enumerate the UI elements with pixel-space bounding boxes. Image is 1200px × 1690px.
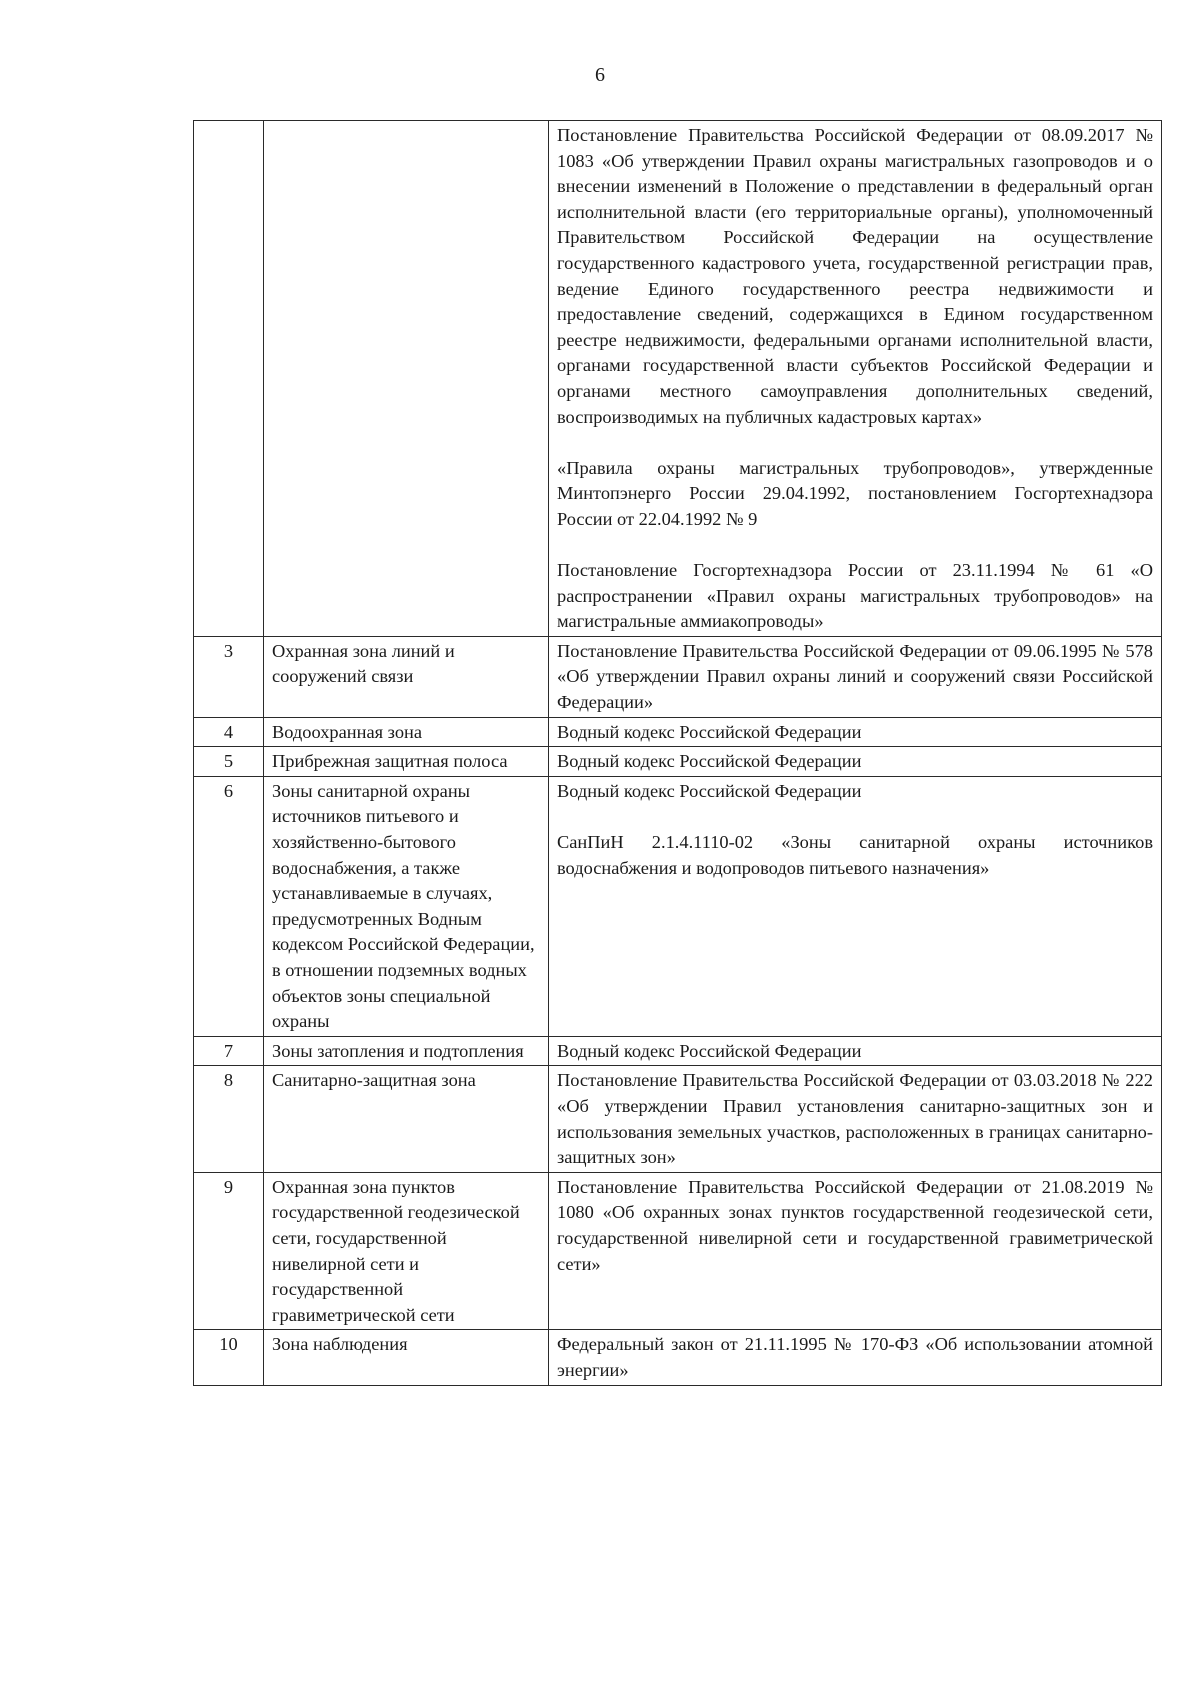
legal-document-text: Водный кодекс Российской Федерации <box>557 780 862 801</box>
zone-name-cell: Санитарно-защитная зона <box>264 1066 549 1172</box>
zones-regulation-table <box>193 120 1162 1386</box>
table-row <box>194 636 1162 717</box>
row-number-cell: 8 <box>194 1066 264 1172</box>
page-number: 6 <box>595 64 605 86</box>
legal-basis-cell <box>549 747 1162 777</box>
legal-basis-cell <box>549 776 1162 1036</box>
zone-name-cell <box>264 121 549 637</box>
legal-document-text: Постановление Правительства Российской Федерации от 08.09.2017 № 1083 «Об утверждении Правил охраны магистральных газопроводов и о внесении изменений в Положение о представлении в федеральный орган исполнительной власти (его территориальные органы), уполномоченный Правительством Российской Федерации на осуществление государственного кадастрового учета, государственной регистрации прав, ведение Единого государственного реестра недвижимости и предоставление сведений, содержащихся в Едином государственном реестре недвижимости, федеральными органами исполнительной власти, органами государственной власти субъектов Российской Федерации и органами местного самоуправления дополнительных сведений, воспроизводимых на публичных кадастровых картах» <box>557 125 1153 427</box>
table-row <box>194 1036 1162 1066</box>
legal-document-text: Постановление Госгортехнадзора России от 23.11.1994 № 61 «О распространении «Правил охраны магистральных трубопроводов» на магистральные аммиакопроводы» <box>557 560 1153 632</box>
zone-name-cell: Охранная зона линий и сооружений связи <box>264 636 549 717</box>
row-number-cell: 9 <box>194 1172 264 1330</box>
legal-document-text: Постановление Правительства Российской Федерации от 21.08.2019 № 1080 «Об охранных зонах пунктов государственной геодезической сети, государственной нивелирной сети и государственной гравиметрической сети» <box>557 1176 1153 1274</box>
legal-document-text: Водный кодекс Российской Федерации <box>557 721 862 742</box>
row-number-cell: 4 <box>194 717 264 747</box>
legal-basis-cell <box>549 1066 1162 1172</box>
legal-document-text: Федеральный закон от 21.11.1995 № 170-ФЗ «Об использовании атомной энергии» <box>557 1334 1153 1380</box>
zone-name-cell: Прибрежная защитная полоса <box>264 747 549 777</box>
table-row <box>194 121 1162 637</box>
legal-basis-cell <box>549 1036 1162 1066</box>
table-row <box>194 776 1162 1036</box>
table-row <box>194 1066 1162 1172</box>
row-number-cell: 6 <box>194 776 264 1036</box>
legal-basis-cell <box>549 1330 1162 1385</box>
legal-basis-cell <box>549 636 1162 717</box>
zone-name-cell: Зоны санитарной охраны источников питьевого и хозяйственно-бытового водоснабжения, а также устанавливаемые в случаях, предусмотренных Водным кодексом Российской Федерации, в отношении подземных водных объектов зоны специальной охраны <box>264 776 549 1036</box>
table-row <box>194 1330 1162 1385</box>
legal-document-text: Постановление Правительства Российской Федерации от 03.03.2018 № 222 «Об утверждении Правил установления санитарно-защитных зон и использования земельных участков, расположенных в границах санитарно-защитных зон» <box>557 1070 1153 1168</box>
legal-document-text: СанПиН 2.1.4.1110-02 «Зоны санитарной охраны источников водоснабжения и водопроводов питьевого назначения» <box>557 832 1153 878</box>
legal-document-text: Водный кодекс Российской Федерации <box>557 1040 862 1061</box>
legal-document-text: Водный кодекс Российской Федерации <box>557 751 862 772</box>
legal-basis-cell <box>549 1172 1162 1330</box>
zone-name-cell: Зона наблюдения <box>264 1330 549 1385</box>
table-row <box>194 717 1162 747</box>
row-number-cell <box>194 121 264 637</box>
zone-name-cell: Водоохранная зона <box>264 717 549 747</box>
zone-name-cell: Охранная зона пунктов государственной геодезической сети, государственной нивелирной сети и государственной гравиметрической сети <box>264 1172 549 1330</box>
legal-document-text: «Правила охраны магистральных трубопроводов», утвержденные Минтопэнерго России 29.04.1992, постановлением Госгортехнадзора России от 22.04.1992 № 9 <box>557 457 1153 529</box>
table-row <box>194 1172 1162 1330</box>
row-number-cell: 10 <box>194 1330 264 1385</box>
table-row <box>194 747 1162 777</box>
legal-document-text: Постановление Правительства Российской Федерации от 09.06.1995 № 578 «Об утверждении Правил охраны линий и сооружений связи Российской Федерации» <box>557 640 1153 713</box>
legal-basis-cell <box>549 717 1162 747</box>
row-number-cell: 5 <box>194 747 264 777</box>
row-number-cell: 7 <box>194 1036 264 1066</box>
legal-basis-cell <box>549 121 1162 637</box>
row-number-cell: 3 <box>194 636 264 717</box>
zone-name-cell: Зоны затопления и подтопления <box>264 1036 549 1066</box>
